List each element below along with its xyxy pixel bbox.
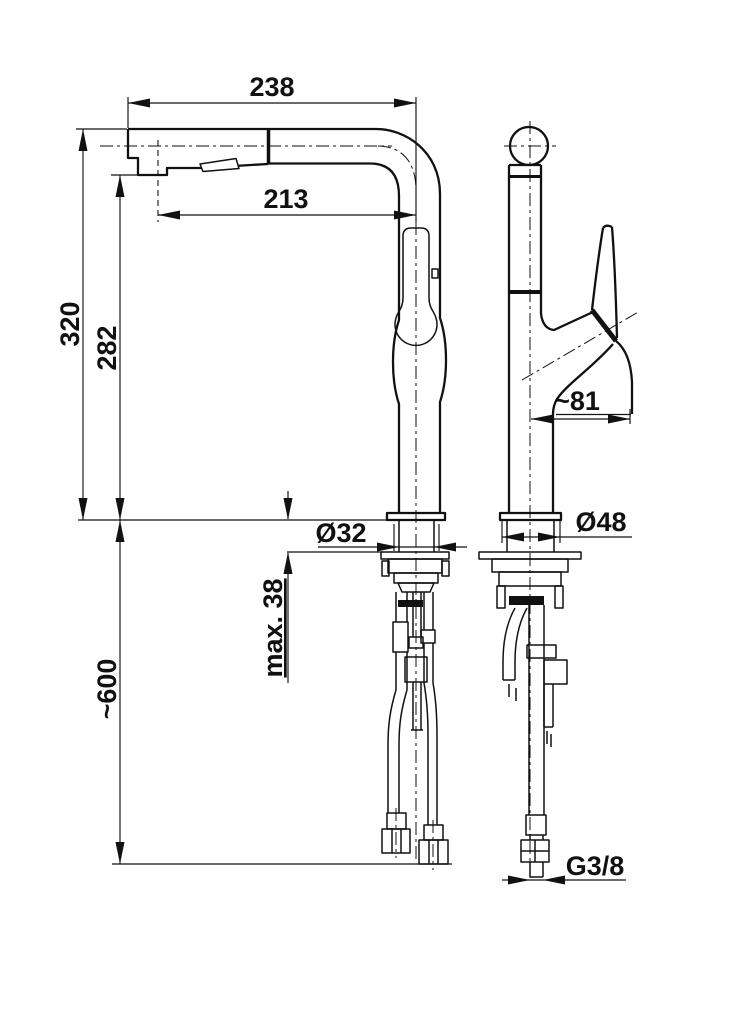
dimension-mounting-hole-diameter	[315, 518, 467, 552]
spray-head-tab	[200, 159, 239, 172]
dimension-aerator-height	[92, 175, 137, 520]
dim-label-81: ~81	[554, 386, 600, 416]
front-view	[100, 129, 446, 862]
dim-label-238: 238	[249, 72, 295, 102]
front-view-under-deck	[381, 520, 449, 870]
dim-label-d48: Ø48	[575, 507, 627, 537]
dim-label-g38: G3/8	[565, 851, 625, 881]
hose-connector	[544, 660, 567, 684]
dim-label-max-38: max. 38	[258, 578, 288, 678]
dimension-spout-height	[55, 129, 127, 520]
dim-label-282: 282	[92, 325, 122, 371]
spray-holder-clip	[432, 269, 438, 278]
mounting-washer	[381, 552, 449, 559]
dimension-aerator-projection	[158, 140, 416, 222]
dim-label-d32: Ø32	[315, 518, 367, 548]
supply-hoses-front	[382, 592, 448, 870]
dim-label-213: 213	[263, 184, 309, 214]
mounting-nut	[388, 559, 442, 573]
dimension-hose-length	[92, 520, 125, 864]
dimension-handle-projection	[531, 386, 631, 424]
dim-label-600: ~600	[92, 658, 122, 720]
supply-hoses-side	[503, 605, 567, 877]
lever-handle	[592, 226, 617, 341]
side-view	[500, 121, 640, 878]
dim-label-320: 320	[55, 301, 85, 347]
handle-joint	[592, 310, 616, 341]
